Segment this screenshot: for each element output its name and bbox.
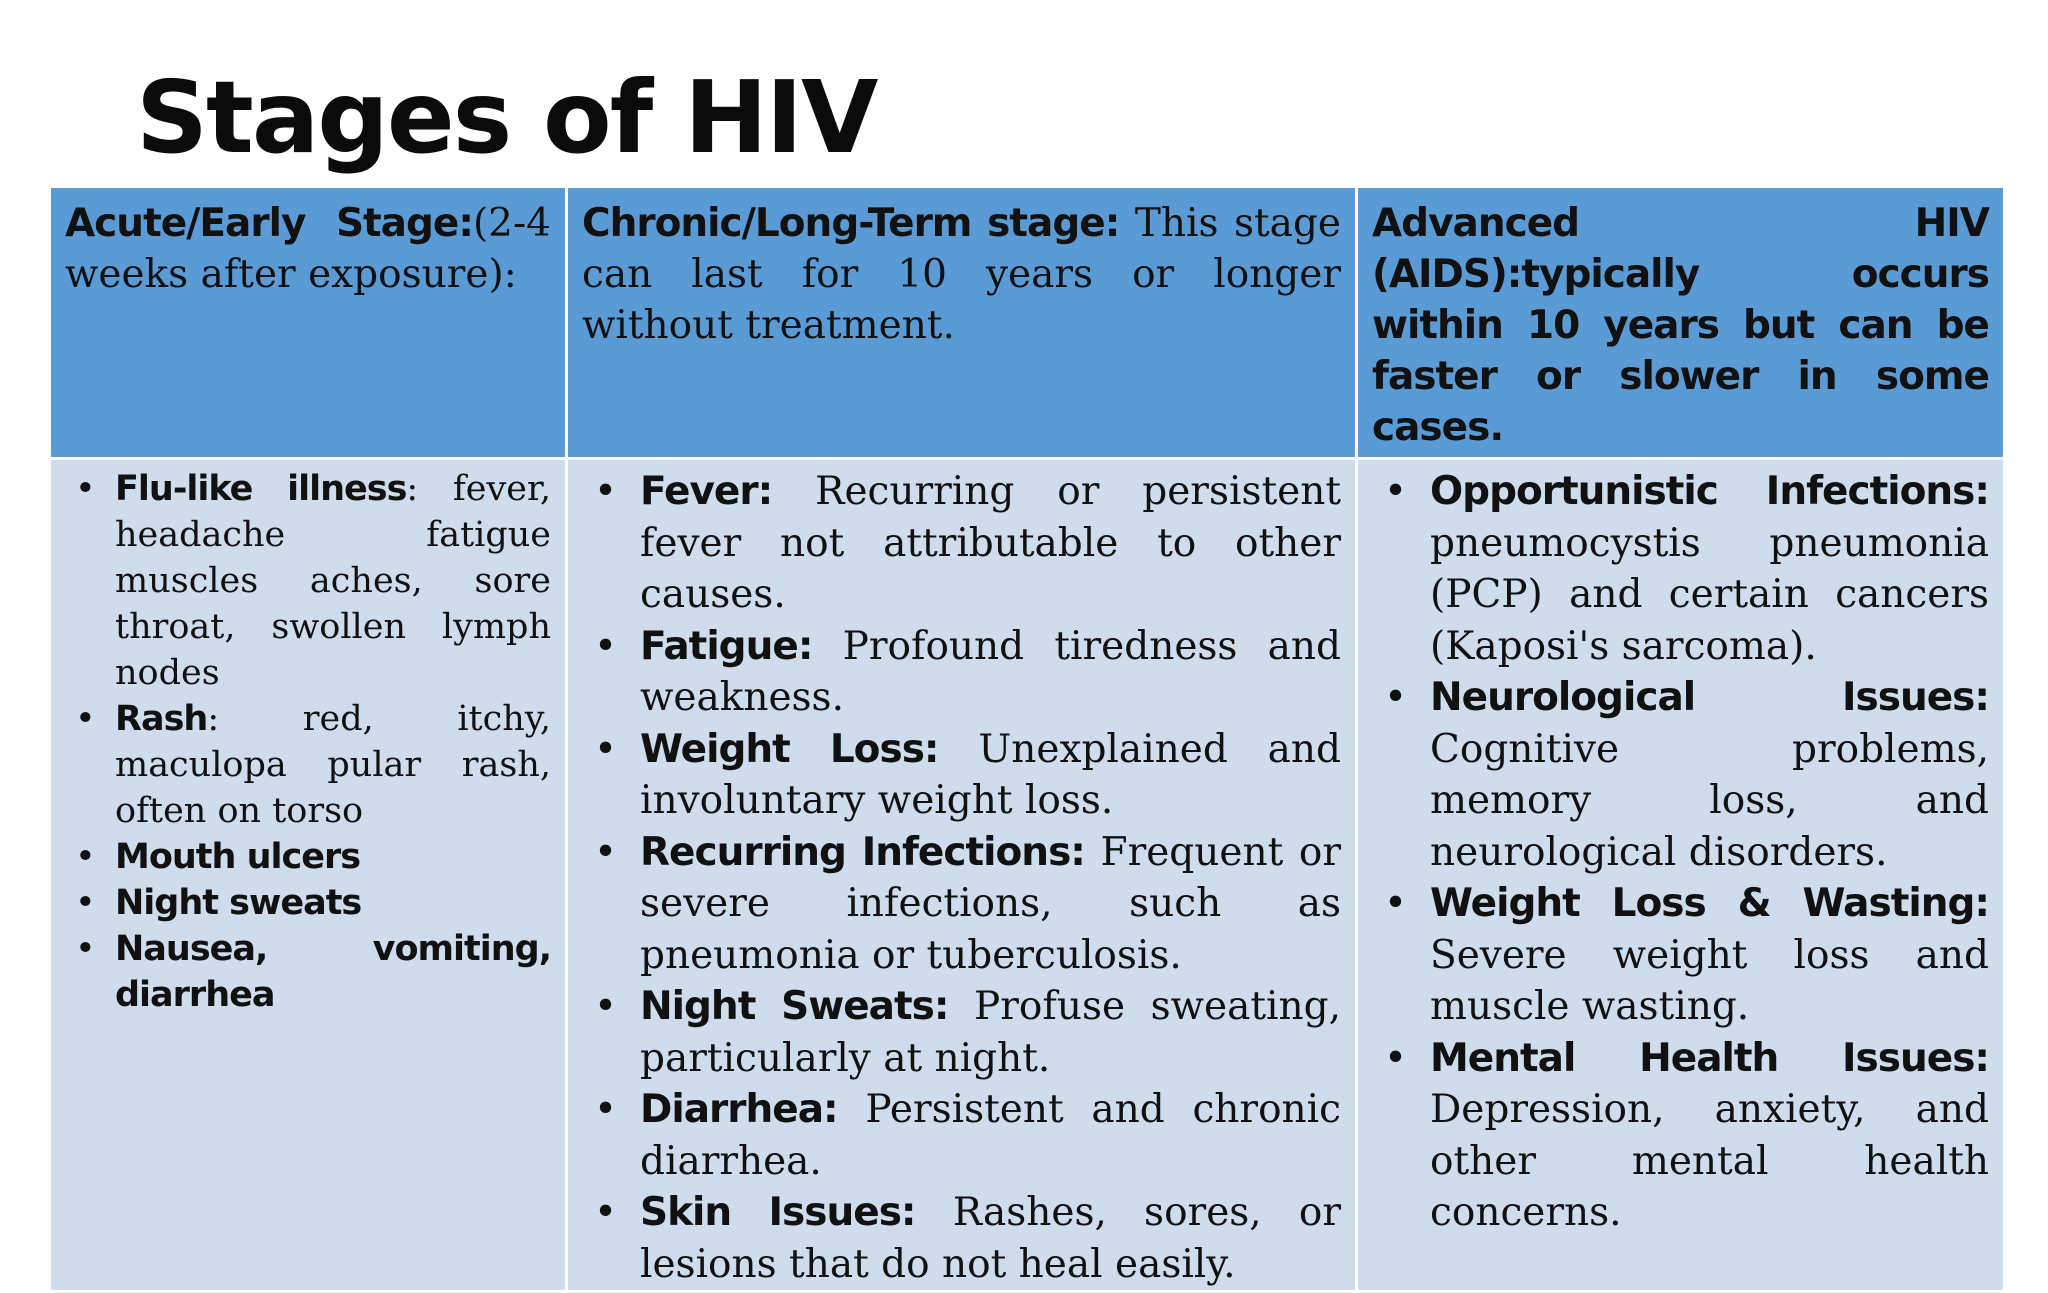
list-item (582, 981, 1341, 1084)
symptom-term: Neurological Issues: (1430, 675, 1989, 720)
bullet-icon: • (1384, 675, 1408, 720)
symptom-term: Night Sweats: (640, 984, 949, 1029)
list-item (1372, 1033, 1989, 1239)
bullet-icon: • (594, 829, 618, 875)
symptom-term: Recurring Infections: (640, 829, 1085, 875)
stages-table (48, 185, 2006, 1293)
bullet-icon: • (594, 469, 618, 514)
stages-body-row (50, 459, 2005, 1292)
list-item (582, 1187, 1341, 1290)
symptom-desc: : fever, headache fatigue muscles aches, sore throat, swollen lymph nodes (115, 469, 551, 693)
symptom-term: Weight Loss: (640, 726, 939, 772)
symptom-desc: Rashes, sores, or lesions that do not heal easily. (640, 1190, 1342, 1287)
symptom-desc: Profuse sweating, particularly at night. (640, 984, 1341, 1081)
bullet-icon: • (75, 837, 96, 877)
acute-symptoms-list (65, 466, 551, 1018)
symptom-term: Night sweats (115, 883, 362, 923)
symptom-desc: : red, itchy, maculopa pular rash, often on torso (115, 699, 551, 831)
symptom-term: Weight Loss & Wasting: (1430, 881, 1989, 926)
bullet-icon: • (594, 1190, 618, 1235)
symptom-desc: Severe weight loss and muscle wasting. (1430, 932, 1989, 1029)
list-item (1372, 466, 1989, 672)
bullet-icon: • (1384, 469, 1408, 514)
symptom-desc: Frequent or severe infections, such as pneumonia or tuberculosis. (640, 829, 1342, 978)
chronic-symptoms-list (582, 466, 1341, 1290)
symptom-term: Nausea, vomiting, diarrhea (115, 929, 551, 1015)
bullet-icon: • (594, 984, 618, 1029)
slide-title: Stages of HIV (136, 59, 877, 176)
header-acute-desc: (2-4 weeks after exposure): (65, 201, 551, 297)
header-advanced-stage (1357, 187, 2005, 459)
chronic-symptoms-cell (567, 459, 1357, 1292)
header-acute-title: Acute/Early Stage: (65, 201, 473, 246)
header-chronic-title: Chronic/Long-Term stage: (582, 201, 1120, 246)
list-item (65, 834, 551, 880)
bullet-icon: • (594, 1087, 618, 1132)
list-item (65, 696, 551, 834)
symptom-term: Diarrhea: (640, 1087, 838, 1132)
bullet-icon: • (1384, 881, 1408, 926)
list-item (65, 880, 551, 926)
bullet-icon: • (594, 726, 618, 772)
symptom-term: Fever: (640, 469, 773, 514)
symptom-term: Rash (115, 699, 208, 739)
symptom-desc: Persistent and chronic diarrhea. (640, 1087, 1341, 1184)
list-item (582, 1084, 1341, 1187)
symptom-term: Skin Issues: (640, 1190, 916, 1235)
stages-header-row (50, 187, 2005, 459)
list-item (582, 827, 1341, 982)
bullet-icon: • (1384, 1035, 1408, 1081)
bullet-icon: • (75, 929, 96, 969)
bullet-icon: • (594, 623, 618, 669)
symptom-desc: Cognitive problems, memory loss, and neurological disorders. (1430, 726, 1989, 875)
list-item (582, 466, 1341, 621)
symptom-term: Mental Health Issues: (1430, 1035, 1989, 1081)
symptom-desc: Unexplained and involuntary weight loss. (640, 726, 1341, 823)
acute-symptoms-cell (50, 459, 567, 1292)
advanced-symptoms-cell (1357, 459, 2005, 1292)
list-item (65, 926, 551, 1018)
header-chronic-stage (567, 187, 1357, 459)
symptom-term: Opportunistic Infections: (1430, 469, 1989, 514)
symptom-desc: pneumocystis pneumonia (PCP) and certain cancers (Kaposi's sarcoma). (1430, 520, 1989, 669)
list-item (65, 466, 551, 696)
list-item (1372, 878, 1989, 1033)
advanced-symptoms-list (1372, 466, 1989, 1239)
bullet-icon: • (75, 883, 96, 923)
header-acute-stage (50, 187, 567, 459)
bullet-icon: • (75, 699, 96, 739)
list-item (582, 621, 1341, 724)
list-item (582, 724, 1341, 827)
symptom-desc: Recurring or persistent fever not attributable to other causes. (640, 469, 1341, 617)
symptom-term: Fatigue: (640, 623, 813, 669)
bullet-icon: • (75, 469, 96, 509)
symptom-term: Flu-like illness (115, 469, 407, 509)
header-chronic-desc: This stage can last for 10 years or longer without treatment. (582, 201, 1341, 348)
symptom-desc: Profound tiredness and weakness. (640, 623, 1341, 720)
symptom-term: Mouth ulcers (115, 837, 361, 877)
list-item (1372, 672, 1989, 878)
symptom-desc: Depression, anxiety, and other mental health concerns. (1430, 1087, 1989, 1235)
header-advanced-title: Advanced HIV (AIDS):typically occurs within 10 years but can be faster or slower in some cases. (1372, 201, 1989, 450)
